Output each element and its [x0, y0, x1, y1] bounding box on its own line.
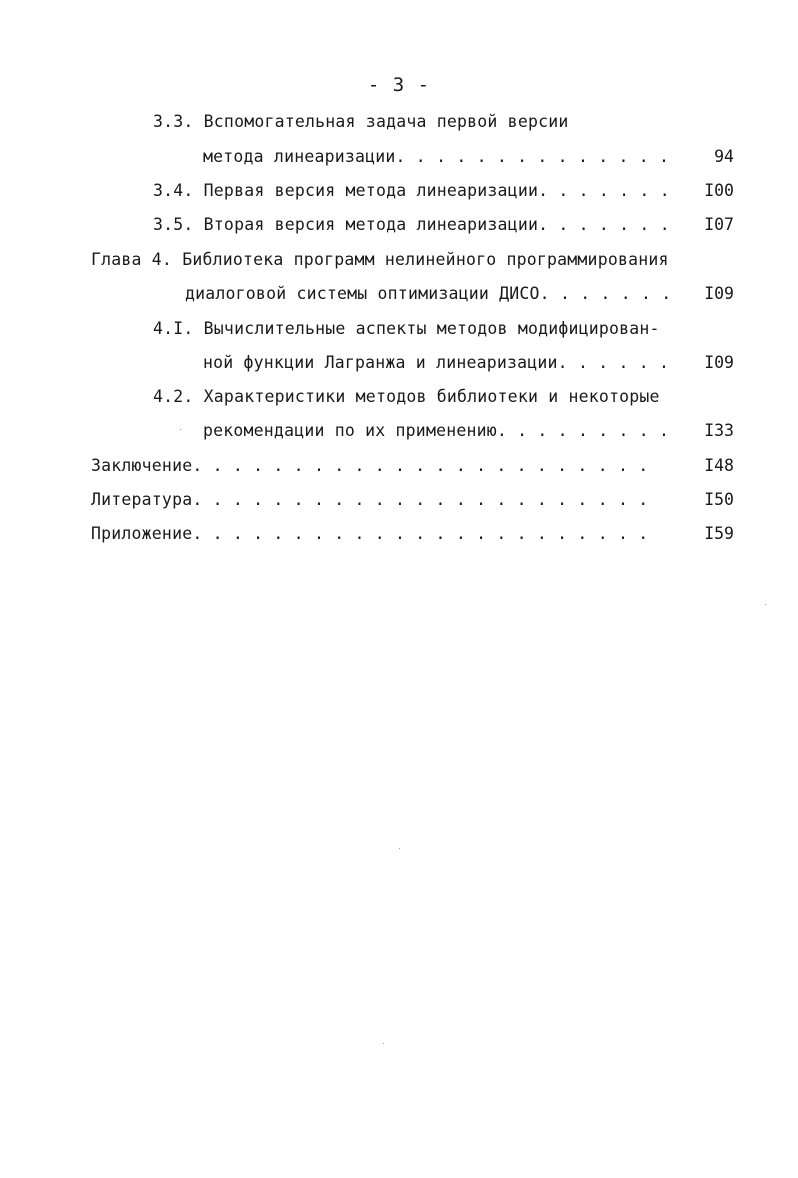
scan-speck	[765, 604, 766, 605]
toc-chapter-4-continuation: диалоговой системы оптимизации ДИСО. . . . . . .	[185, 284, 672, 303]
toc-entry-4-1-title: 4.I. Вычислительные аспекты методов модифицирован-	[153, 319, 660, 338]
scan-speck	[383, 1043, 384, 1044]
scan-speck	[399, 848, 400, 849]
toc-appendix-title: Приложение. . . . . . . . . . . . . . . . . . . . . . .	[91, 524, 649, 543]
toc-entry-4-1-page: I09	[704, 353, 734, 372]
page-number: - 3 -	[367, 74, 431, 96]
toc-entry-3-5-title: 3.5. Вторая версия метода линеаризации. . . . . . .	[153, 215, 670, 234]
toc-entry-3-3-continuation: метода линеаризации. . . . . . . . . . . . . .	[203, 147, 670, 166]
scan-speck	[180, 429, 181, 430]
toc-entry-3-4-title: 3.4. Первая версия метода линеаризации. . . . . . .	[153, 181, 670, 200]
toc-chapter-4-page: I09	[704, 284, 734, 303]
toc-entry-4-1-continuation: ной функции Лагранжа и линеаризации. . . . . .	[203, 353, 670, 372]
toc-entry-3-5-page: I07	[704, 215, 734, 234]
toc-entry-4-2-page: I33	[704, 421, 734, 440]
toc-entry-4-2-continuation: рекомендации по их применению. . . . . . . . .	[203, 421, 670, 440]
toc-entry-4-2-title: 4.2. Характеристики методов библиотеки и некоторые	[153, 387, 660, 406]
toc-entry-3-4-page: I00	[704, 181, 734, 200]
toc-appendix-page: I59	[704, 524, 734, 543]
toc-chapter-4-title: Глава 4. Библиотека программ нелинейного программирования	[91, 250, 669, 269]
toc-literature-page: I50	[704, 490, 734, 509]
toc-entry-3-3-title: 3.3. Вспомогательная задача первой версии	[153, 112, 569, 131]
toc-entry-3-3-page: 94	[714, 147, 734, 166]
toc-literature-title: Литература. . . . . . . . . . . . . . . . . . . . . . .	[91, 490, 649, 509]
toc-conclusion-title: Заключение. . . . . . . . . . . . . . . . . . . . . . .	[91, 456, 649, 475]
toc-conclusion-page: I48	[704, 456, 734, 475]
